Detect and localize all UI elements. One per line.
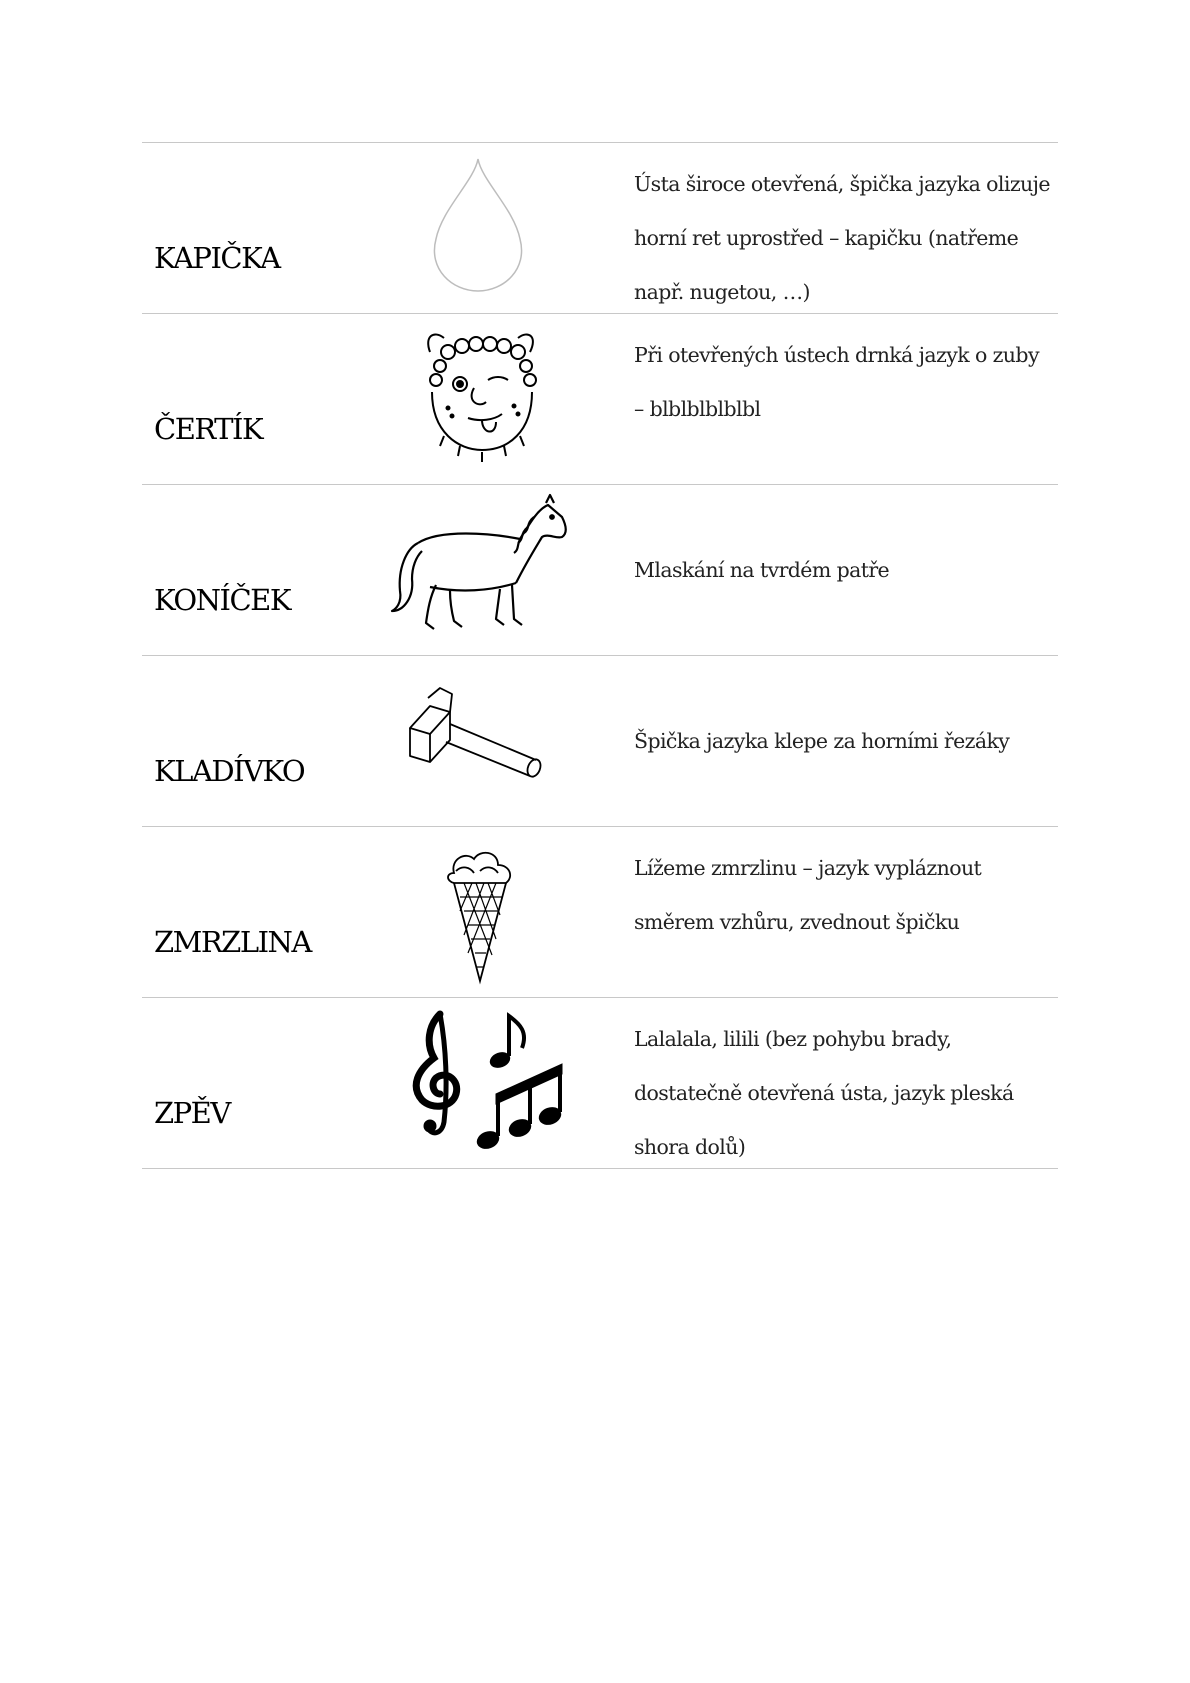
exercise-description: Ústa široce otevřená, špička jazyka olizuje horní ret uprostřed – kapičku (natřeme např. nugetou, …)	[634, 172, 1050, 304]
exercise-name: ZPĚV	[154, 1096, 230, 1130]
devil-face-icon	[370, 322, 590, 472]
exercise-description: Mlaskání na tvrdém patře	[634, 558, 890, 582]
exercise-name: KLADÍVKO	[154, 754, 305, 788]
exercise-name: ZMRZLINA	[154, 925, 311, 959]
exercise-name: ČERTÍK	[154, 412, 263, 446]
table-row	[142, 143, 1058, 314]
table-row	[142, 485, 1058, 656]
exercise-description: Při otevřených ústech drnká jazyk o zuby – blblblblblbl	[634, 343, 1039, 421]
drop-icon	[370, 151, 590, 301]
exercise-table	[142, 142, 1058, 1169]
exercise-description: Lížeme zmrzlinu – jazyk vypláznout směrem vzhůru, zvednout špičku	[634, 856, 982, 934]
hammer-icon	[370, 664, 590, 814]
ice-cream-icon	[370, 835, 590, 985]
exercise-description: Lalalala, lilili (bez pohybu brady, dostatečně otevřená ústa, jazyk pleská shora dolů)	[634, 1027, 1014, 1159]
music-notes-icon	[370, 1006, 590, 1156]
table-row	[142, 314, 1058, 485]
exercise-name: KAPIČKA	[154, 241, 280, 275]
exercise-description: Špička jazyka klepe za horními řezáky	[634, 729, 1010, 753]
table-row	[142, 998, 1058, 1169]
exercise-name: KONÍČEK	[154, 583, 291, 617]
horse-icon	[370, 493, 590, 643]
table-row	[142, 656, 1058, 827]
table-row	[142, 827, 1058, 998]
